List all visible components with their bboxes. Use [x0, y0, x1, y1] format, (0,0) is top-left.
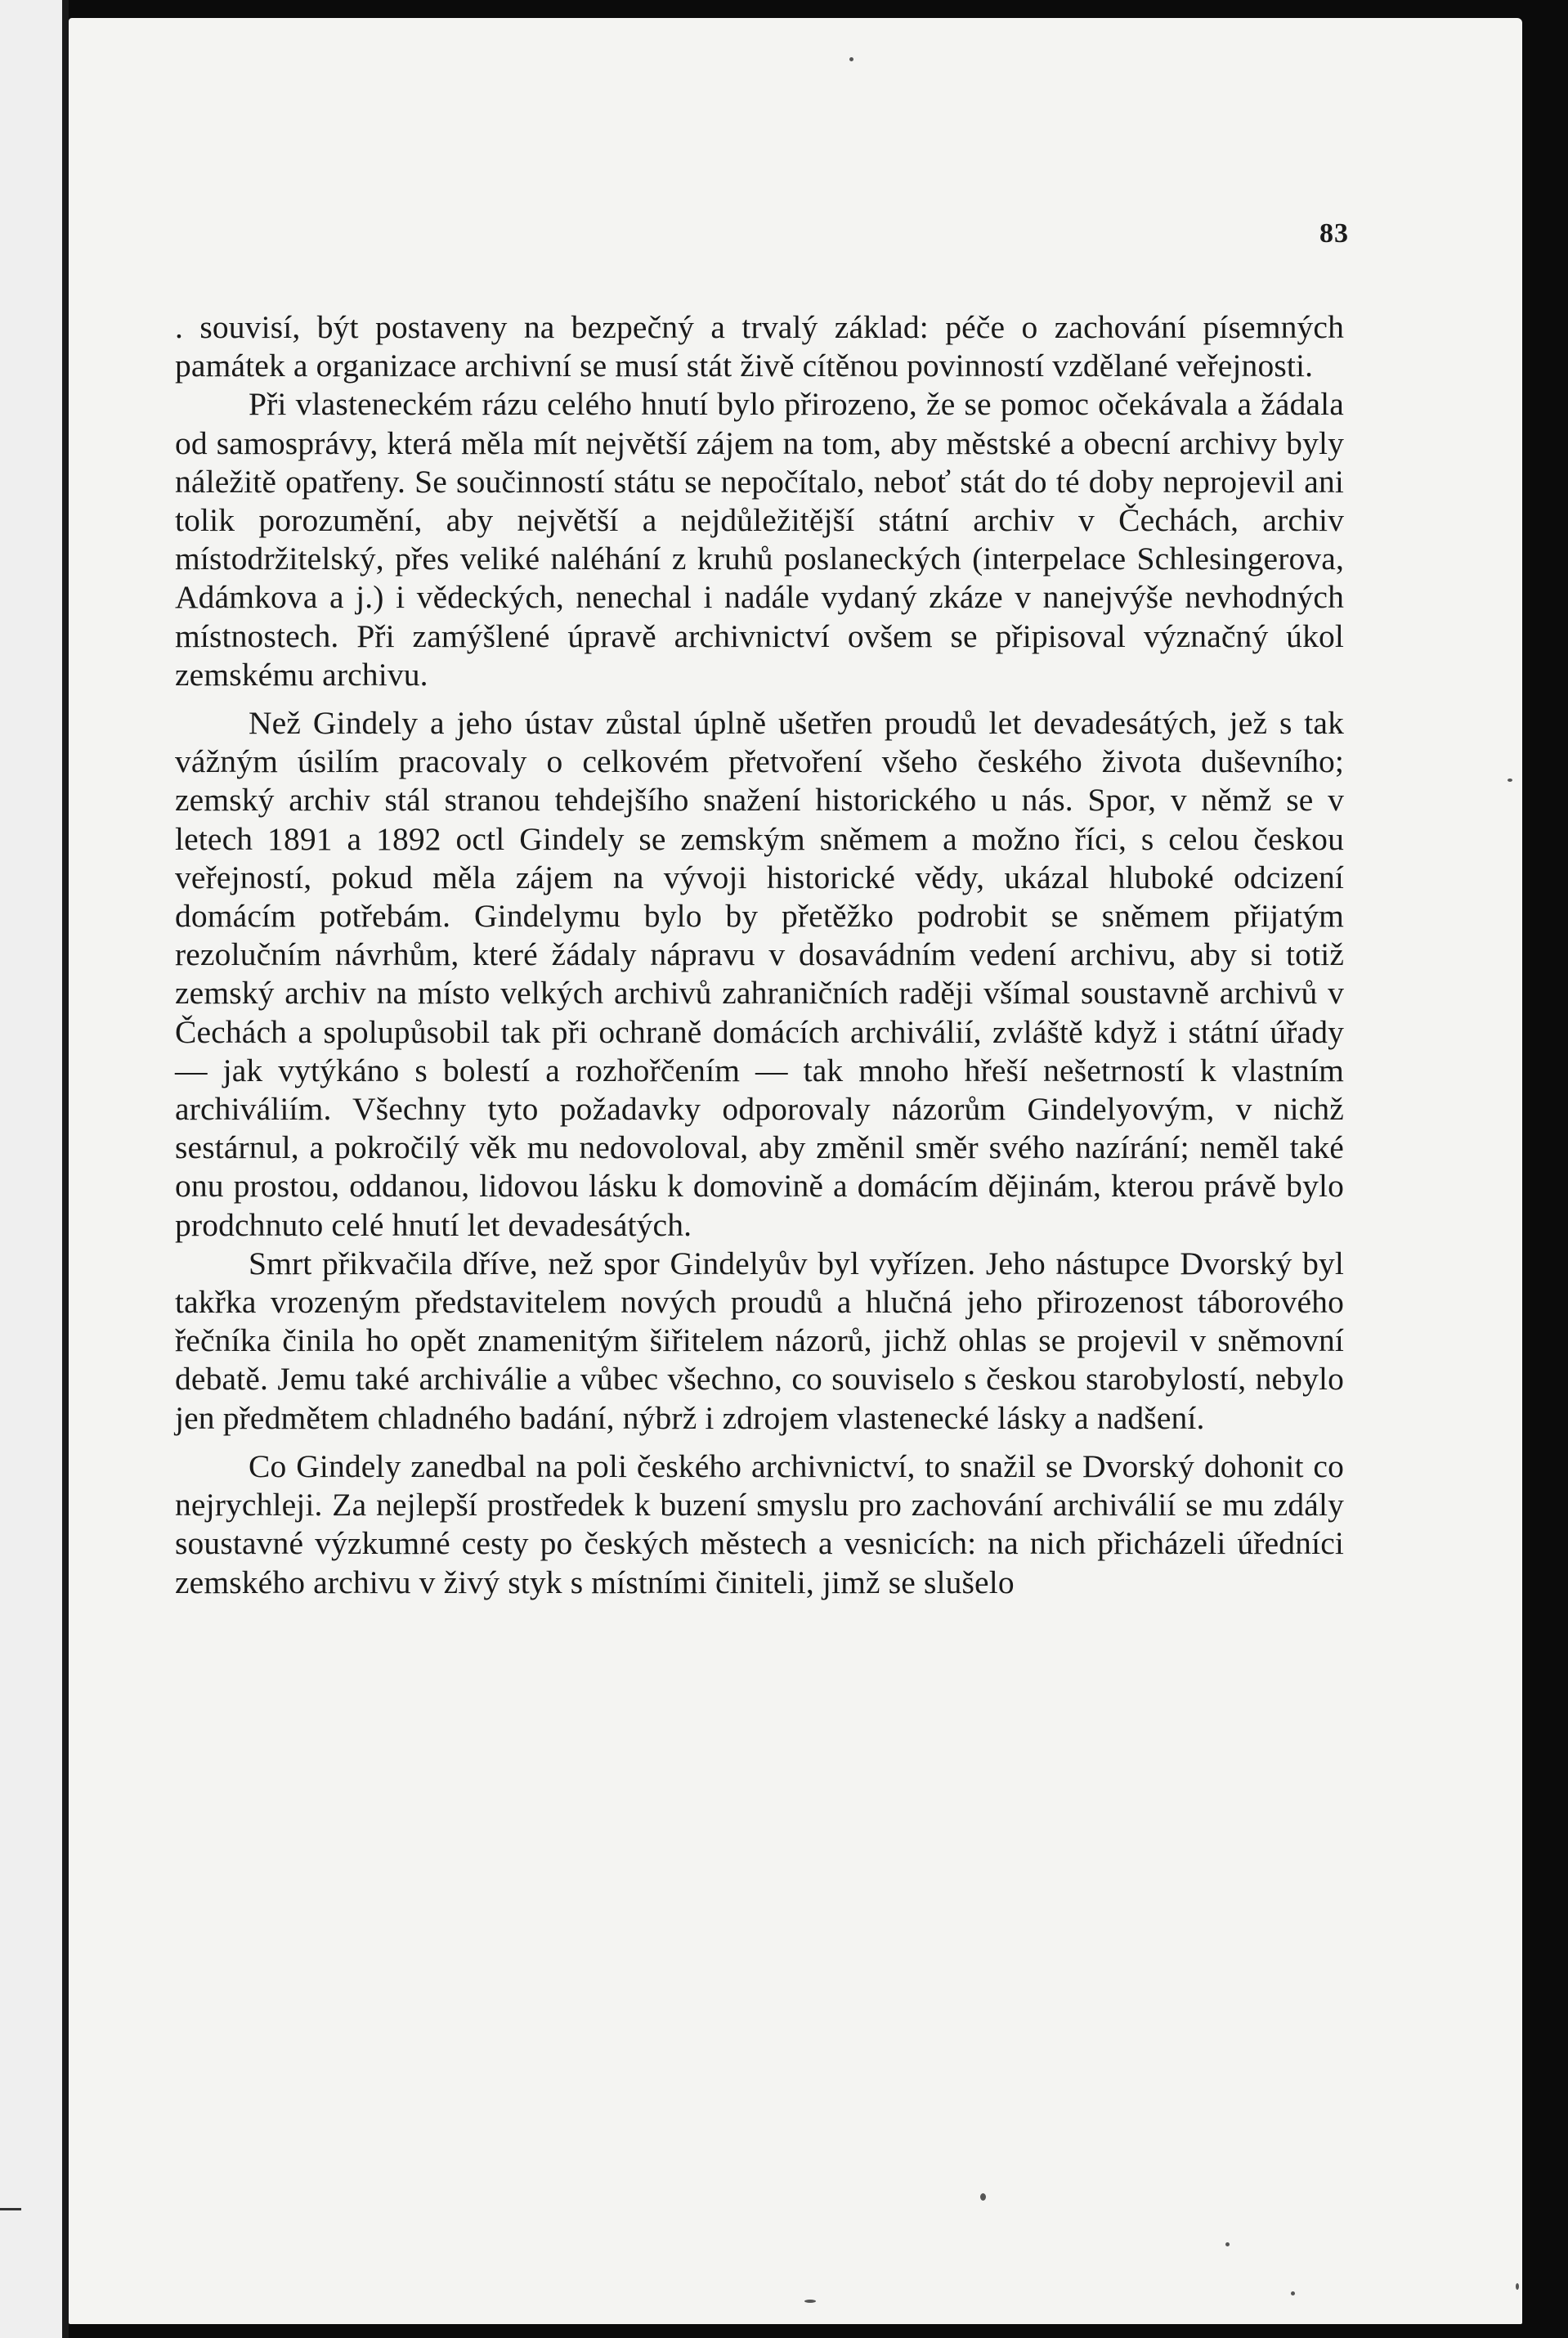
paper-speck	[1225, 2242, 1230, 2246]
paper-speck	[804, 2300, 816, 2303]
paper-speck	[1516, 2283, 1519, 2290]
page-number: 83	[1319, 218, 1349, 249]
paragraph-1: . souvisí, být postaveny na bezpečný a trvalý základ: péče o zachování písemných památek a organizace archivní se musí stát živě cítěnou povinností vzdělané veřejnosti.	[175, 309, 1344, 384]
margin-mark	[0, 2208, 21, 2210]
paragraph-5: Co Gindely zanedbal na poli českého archivnictví, to snažil se Dvorský dohonit co nejrychleji. Za nejlepší prostředek k buzení smyslu pro zachování archiválií se mu zdály soustavné výzkumné cesty po českých městech a vesnicích: na nich přicházeli úředníci zemského archivu v živý styk s místními činiteli, jimž se slušelo	[175, 1447, 1344, 1600]
paragraph-2: Při vlasteneckém rázu celého hnutí bylo přirozeno, že se pomoc očekávala a žádala od samosprávy, která měla mít největší zájem na tom, aby městské a obecní archivy byly náležitě opatřeny. Se součinností státu se nepočítalo, neboť stát do té doby neprojevil ani tolik porozumění, aby největší a nejdůležitější státní archiv v Čechách, archiv místodržitelský, přes veliké naléhání z kruhů poslaneckých (interpelace Schlesingerova, Adámkova a j.) i vědeckých, nenechal i nadále vydaný zkáze v nanejvýše nevhodných místnostech. Při zamýšlené úpravě archivnictví ovšem se připisoval význačný úkol zemskému archivu.	[175, 386, 1344, 693]
paper-speck	[849, 57, 853, 61]
paper-speck	[1291, 2291, 1295, 2295]
book-page	[69, 18, 1522, 2324]
paper-speck	[1508, 779, 1512, 782]
paragraph-4: Smrt přikvačila dříve, než spor Gindelyův byl vyřízen. Jeho nástupce Dvorský byl takřka vrozeným představitelem nových proudů a hlučná jeho přirozenost táborového řečníka činila ho opět znamenitým šiřitelem názorů, jichž ohlas se projevil v sněmovní debatě. Jemu také archiválie a vůbec všechno, co souviselo s českou starobylostí, nebylo jen předmětem chladného badání, nýbrž i zdrojem vlastenecké lásky a nadšení.	[175, 1245, 1344, 1436]
adjacent-page-edge	[0, 0, 65, 2338]
page-gutter-shadow	[62, 0, 69, 2338]
body-text	[175, 308, 1344, 1602]
paragraph-3: Než Gindely a jeho ústav zůstal úplně ušetřen proudů let devadesátých, jež s tak vážným úsilím pracovaly o celkovém přetvoření všeho českého života duševního; zemský archiv stál stranou tehdejšího snažení historického u nás. Spor, v němž se v letech 1891 a 1892 octl Gindely se zemským sněmem a možno říci, s celou českou veřejností, pokud měla zájem na vývoji historické vědy, ukázal hluboké odcizení domácím potřebám. Gindelymu bylo by přetěžko podrobit se sněmem přijatým rezolučním návrhům, které žádaly nápravu v dosavádním vedení archivu, aby si totiž zemský archiv na místo velkých archivů zahraničních raději všímal soustavně archivů v Čechách a spolupůsobil tak při ochraně domácích archiválií, zvláště když i státní úřady — jak vytýkáno s bolestí a rozhořčením — tak mnoho hřeší nešetrností k vlastním archiváliím. Všechny tyto požadavky odporovaly názorům Gindelyovým, v nichž sestárnul, a pokročilý věk mu nedovoloval, aby změnil směr svého nazírání; neměl také onu prostou, oddanou, lidovou lásku k domovině a domácím dějinám, kterou právě bylo prodchnuto celé hnutí let devadesátých.	[175, 705, 1344, 1243]
paper-speck	[980, 2193, 986, 2201]
